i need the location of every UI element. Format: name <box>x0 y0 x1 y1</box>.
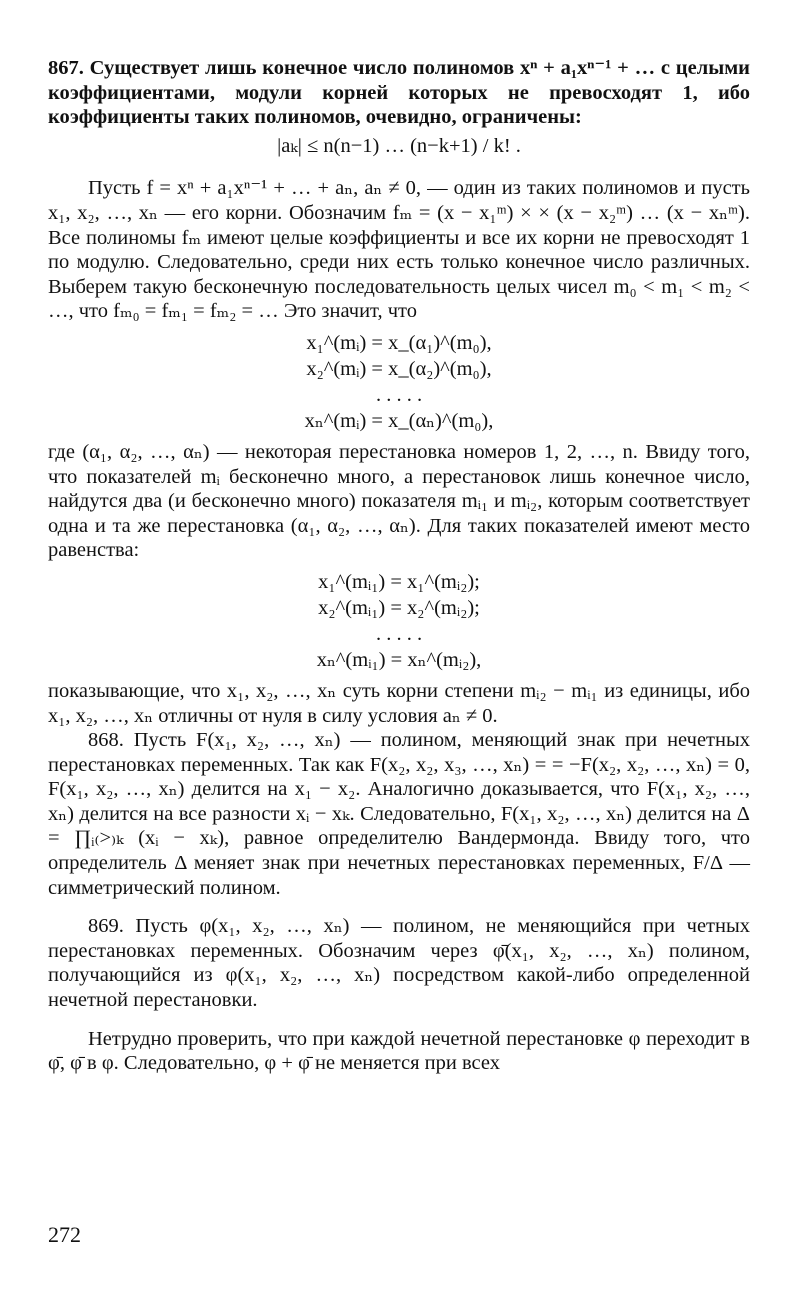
equation-line: x₁^(mᵢ₁) = x₁^(mᵢ₂); <box>318 570 480 593</box>
problem-867-permutation: где (α₁, α₂, …, αₙ) — некоторая перестановка номеров 1, 2, …, n. Ввиду того, что показателей mᵢ бесконечно много, а перестановок лишь конечное число, найдутся два (и бесконечно много) показателя mᵢ₁ и mᵢ₂, которым соответствует одна и та же перестановка (α₁, α₂, …, αₙ). Для таких показателей имеют место равенства: <box>48 440 750 562</box>
page-number: 272 <box>48 1222 81 1247</box>
equation-line: xₙ^(mᵢ) = x_(αₙ)^(m₀), <box>304 409 494 432</box>
equation-line: x₁^(mᵢ) = x_(α₁)^(m₀), <box>306 331 492 354</box>
problem-867-intro: 867. Существует лишь конечное число полиномов xⁿ + a₁xⁿ⁻¹ + … с целыми коэффициентами, модули корней которых не превосходят 1, ибо коэффициенты таких полиномов, очевидно, ограничены: <box>48 57 750 129</box>
problem-869-intro: 869. Пусть φ(x₁, x₂, …, xₙ) — полином, не меняющийся при четных перестановках переменных. Обозначим через φ̄(x₁, x₂, …, xₙ) полином, получающийся из φ(x₁, x₂, …, xₙ) посредством какой-либо определенной нечетной перестановки. <box>48 915 750 1012</box>
problem-868: 868. Пусть F(x₁, x₂, …, xₙ) — полином, меняющий знак при нечетных перестановках переменных. Так как F(x₂, x₂, x₃, …, xₙ) = = −F(x₂, x₂, …, xₙ) = 0, F(x₁, x₂, …, xₙ) делится на x₁ − x₂. Аналогично доказывается, что F(x₁, x₂, …, xₙ) делится на все разности xᵢ − xₖ. Следовательно, F(x₁, x₂, …, xₙ) делится на Δ = ∏ᵢ₍>₎ₖ (xᵢ − xₖ), равное определителю Вандермонда. Ввиду того, что определитель Δ меняет знак при нечетных перестановках переменных, F/Δ — симметрический полином. <box>48 729 750 899</box>
equation-line: . . . . . <box>375 383 423 406</box>
equation-line: xₙ^(mᵢ₁) = xₙ^(mᵢ₂), <box>316 648 482 671</box>
equation-line: x₂^(mᵢ₁) = x₂^(mᵢ₂); <box>318 596 480 619</box>
equation-line: . . . . . <box>375 622 423 645</box>
problem-867-body: Пусть f = xⁿ + a₁xⁿ⁻¹ + … + aₙ, aₙ ≠ 0, — один из таких полиномов и пусть x₁, x₂, …, xₙ — его корни. Обозначим fₘ = (x − x₁ᵐ) × × (x − x₂ᵐ) … (x − xₙᵐ). Все полиномы fₘ имеют целые коэффициенты и все их корни не превосходят 1 по модулю. Следовательно, среди них есть только конечное число различных. Выберем такую бесконечную последовательность целых чисел m₀ < m₁ < m₂ < …, что fₘ₀ = fₘ₁ = fₘ₂ = … Это значит, что <box>48 177 750 323</box>
equation-system-1 <box>48 330 750 434</box>
equation-system-2 <box>48 569 750 673</box>
problem-869-body: Нетрудно проверить, что при каждой нечетной перестановке φ переходит в φ̄, φ̄ в φ. Следовательно, φ + φ̄ не меняется при всех <box>48 1027 750 1075</box>
equation-line: x₂^(mᵢ) = x_(α₂)^(m₀), <box>306 357 492 380</box>
formula-coefficient-bound: |aₖ| ≤ n(n−1) … (n−k+1) / k! . <box>277 134 521 157</box>
problem-867-conclusion: показывающие, что x₁, x₂, …, xₙ суть корни степени mᵢ₂ − mᵢ₁ из единицы, ибо x₁, x₂, …, xₙ отличны от нуля в силу условия aₙ ≠ 0. <box>48 679 750 727</box>
